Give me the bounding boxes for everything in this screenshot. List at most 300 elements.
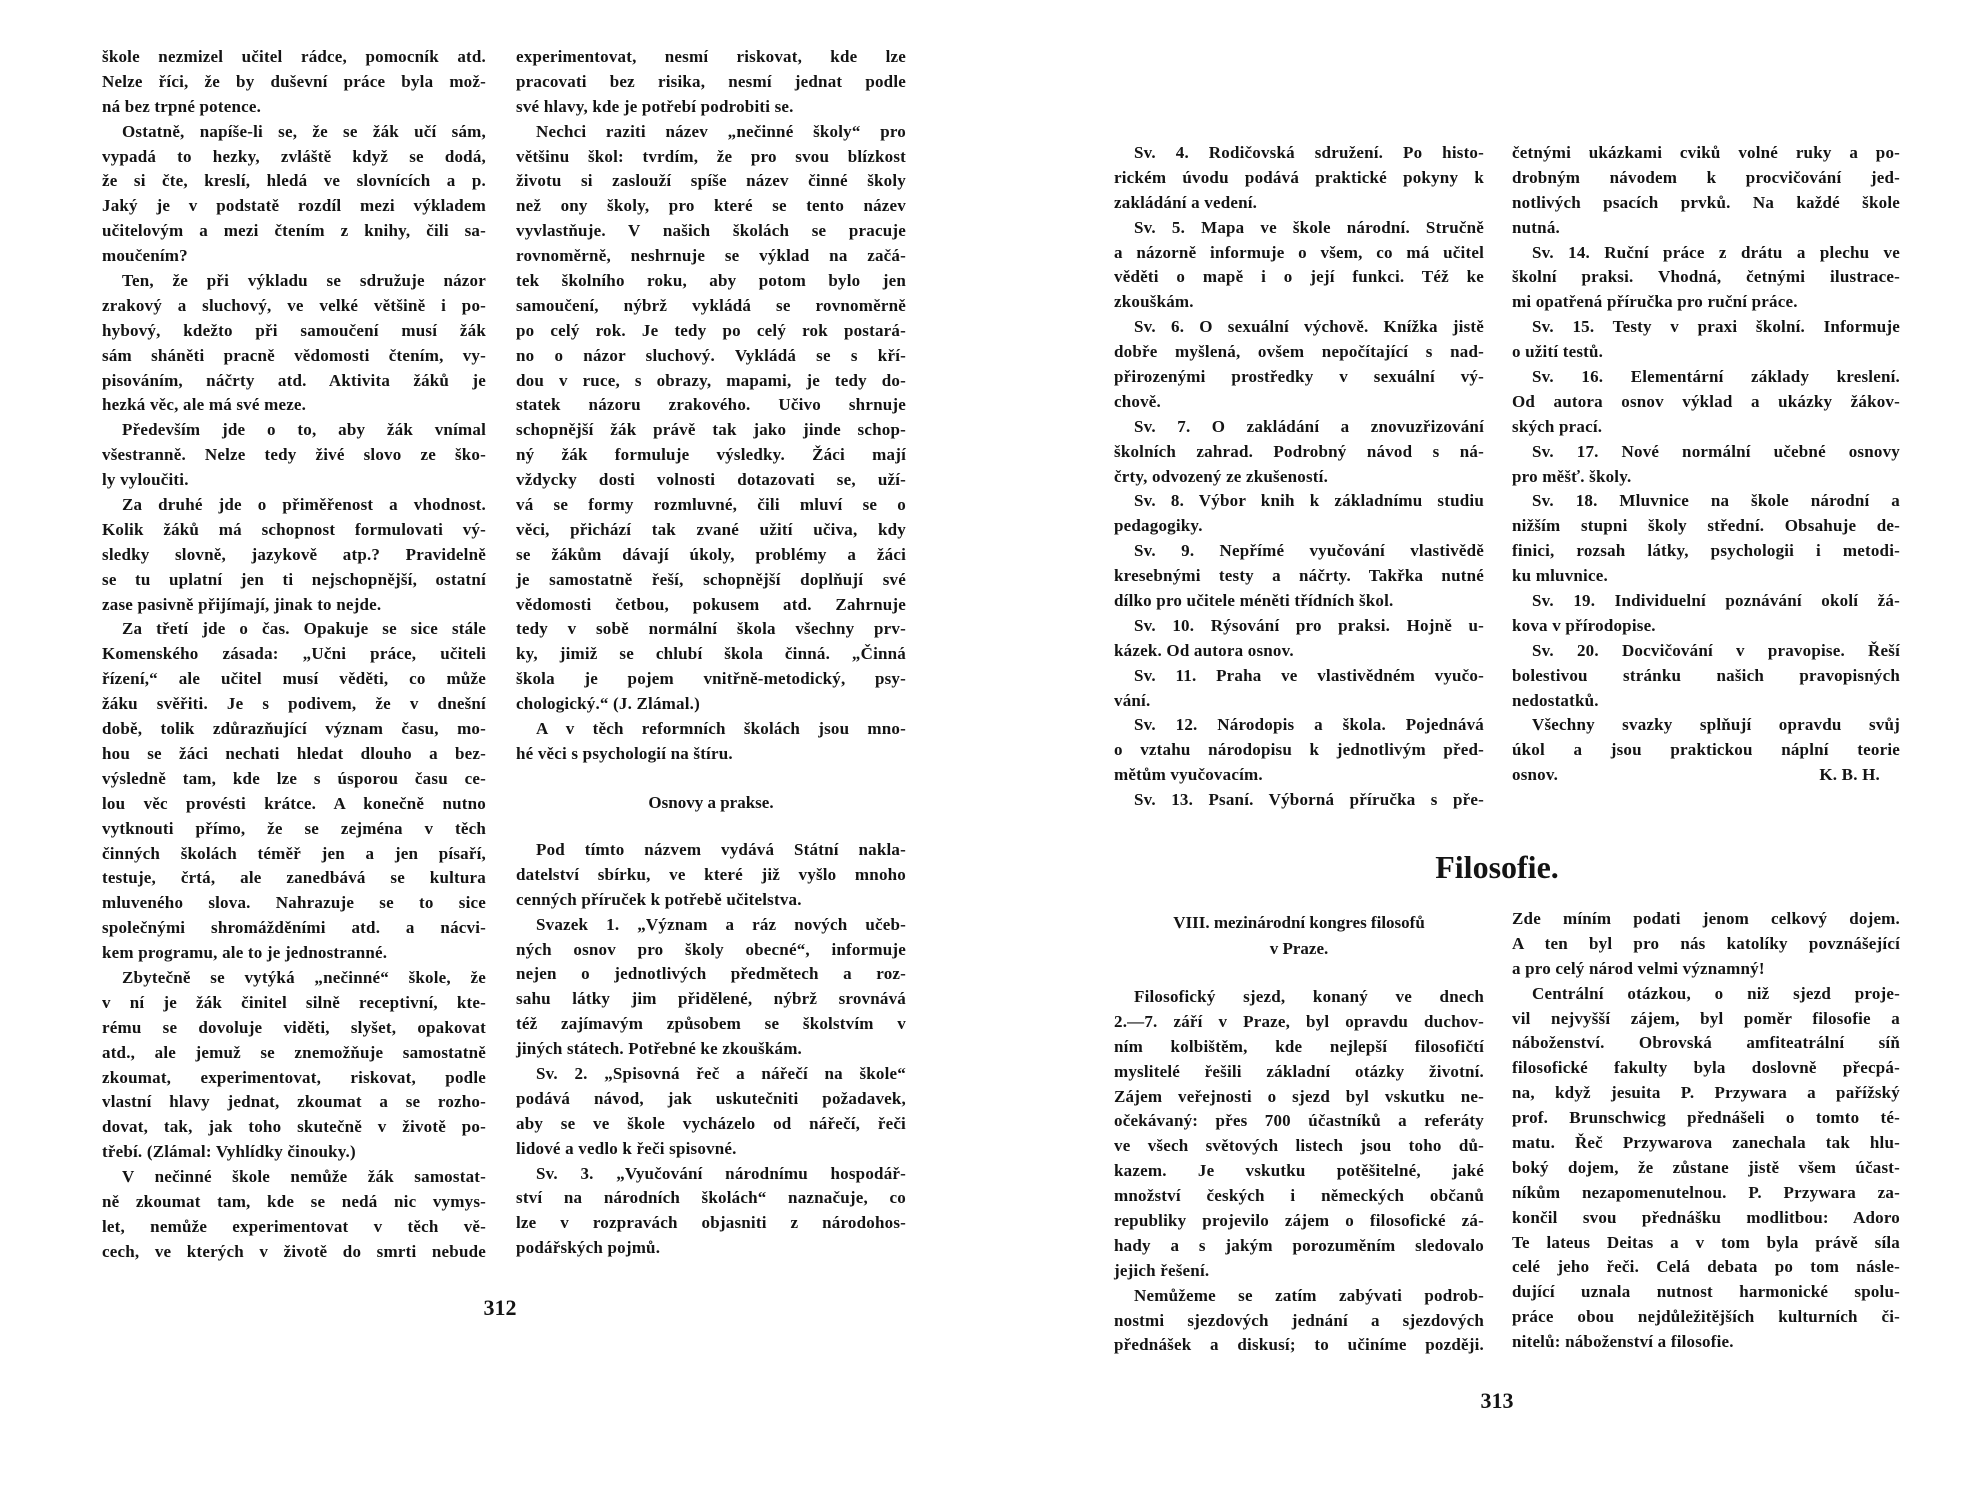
text-line xyxy=(1114,390,1484,415)
text-line xyxy=(102,1041,486,1066)
text-line xyxy=(102,1215,486,1240)
text-line-content: práce obou nejdůležitějších kulturních či- xyxy=(1512,1307,1900,1327)
text-line xyxy=(1114,1333,1484,1358)
text-line-content: rovnoměrně, neshrnuje se výklad na začá- xyxy=(516,246,906,266)
text-line-content: v ní je žák činitel silně receptivní, kte- xyxy=(102,992,486,1012)
text-line-content: nedostatků. xyxy=(1512,690,1599,710)
text-line xyxy=(1114,141,1484,166)
text-line-content: své hlavy, kde je potřebí podrobiti se. xyxy=(516,96,794,116)
text-line xyxy=(102,1165,486,1190)
text-line-content: většinu škol: tvrdím, že pro svou blízkost xyxy=(516,146,906,166)
text-line xyxy=(1512,957,1900,982)
text-line xyxy=(1114,1234,1484,1259)
text-line-content: pro měšť. školy. xyxy=(1512,466,1632,486)
text-line xyxy=(1512,1206,1900,1231)
text-line-content: vždycky dosti volnosti dotazovati se, uží- xyxy=(516,470,906,490)
text-line xyxy=(1512,1305,1900,1330)
text-line xyxy=(1512,265,1900,290)
text-line xyxy=(1114,639,1484,664)
text-line-content: nejen o jednotlivých předmětech a roz- xyxy=(516,964,906,984)
text-line-content: vil nejvyšší zájem, byl poměr filosofie a xyxy=(1512,1008,1900,1028)
text-line xyxy=(1114,216,1484,241)
left-page xyxy=(0,0,980,1500)
text-line xyxy=(516,838,906,863)
text-line-content: ný žák formuluje výsledky. Žáci mají xyxy=(516,445,906,465)
text-line xyxy=(1512,489,1900,514)
text-line-content: rému se dovoluje viděti, slyšet, opakovat xyxy=(102,1017,486,1037)
text-line-content: kazem. Je vskutku potěšitelné, jaké xyxy=(1114,1161,1484,1181)
text-line xyxy=(516,1012,906,1037)
text-line xyxy=(1512,1330,1900,1355)
text-line-content: hé věci s psychologií na štíru. xyxy=(516,743,733,763)
text-line-content: úkol a jsou praktickou náplní teorie xyxy=(1512,740,1900,760)
text-line xyxy=(102,817,486,842)
article-title-line: VIII. mezinárodní kongres filosofů xyxy=(1173,913,1425,932)
column-4 xyxy=(1512,141,1900,788)
text-line-content: dující uznala nutnost harmonické spolu- xyxy=(1512,1282,1900,1302)
text-line xyxy=(516,45,906,70)
text-line xyxy=(1512,1131,1900,1156)
text-line-content: věci, přichází tak zvané užití učiva, kdy xyxy=(516,519,906,539)
text-line xyxy=(1114,763,1484,788)
text-line-content: než ony školy, pro které se tento název xyxy=(516,196,906,216)
text-line xyxy=(102,717,486,742)
text-line xyxy=(516,344,906,369)
text-line xyxy=(102,219,486,244)
text-line-content: škola je pojem vnitřně-metodický, psy- xyxy=(516,669,906,689)
text-line xyxy=(516,120,906,145)
text-line-content: 2.—7. září v Praze, byl opravdu duchov- xyxy=(1114,1011,1484,1031)
text-line-content: Nechci raziti název „nečinné školy“ pro xyxy=(536,121,906,141)
text-line-content: náboženství. Obrovská amfiteatrální síň xyxy=(1512,1033,1900,1053)
text-line xyxy=(102,418,486,443)
text-line-content: ku mluvnice. xyxy=(1512,566,1608,586)
text-line-content: tedy v sobě normální škola všechny prv- xyxy=(516,619,906,639)
text-line xyxy=(1512,241,1900,266)
text-line xyxy=(102,1016,486,1041)
text-line xyxy=(102,842,486,867)
text-line-content: myslitelé řešili základní otázky životní. xyxy=(1114,1061,1484,1081)
text-line xyxy=(1512,166,1900,191)
column-2-lower xyxy=(516,838,906,1261)
text-line-content: Ostatně, napíše-li se, že se žák učí sám, xyxy=(122,121,486,141)
text-line-content: Nemůžeme se zatím zabývati podrob- xyxy=(1134,1285,1484,1305)
text-line-content: Sv. 17. Nové normální učebné osnovy xyxy=(1532,441,1900,461)
text-line-content: na, když jesuita P. Przywara a pařížský xyxy=(1512,1083,1900,1103)
text-line-content: je samostatně řeší, schopnější doplňují své xyxy=(516,569,906,589)
text-line-content: statek názoru zrakového. Učivo shrnuje xyxy=(516,395,906,415)
text-line xyxy=(1114,489,1484,514)
text-line xyxy=(1512,932,1900,957)
text-line-content: zkouškám. xyxy=(1114,292,1194,312)
text-line xyxy=(1512,614,1900,639)
text-line-content: Sv. 16. Elementární základy kreslení. xyxy=(1532,367,1900,387)
text-line-content: se žákům dávají úkoly, problémy a žáci xyxy=(516,544,906,564)
text-line xyxy=(516,443,906,468)
text-line-content: celé jeho řeči. Celá debata po tom násle- xyxy=(1512,1257,1900,1277)
text-line xyxy=(102,244,486,269)
text-line-content: Sv. 11. Praha ve vlastivědném vyučo- xyxy=(1134,665,1484,685)
text-line-content: schopnější žák právě tak jako jinde schop- xyxy=(516,420,906,440)
text-line-content: Sv. 20. Docvičování v pravopise. Řeší xyxy=(1532,640,1900,660)
text-line xyxy=(102,1090,486,1115)
text-line-content: Sv. 6. O sexuální výchově. Knížka jistě xyxy=(1134,317,1484,337)
text-line-content: matu. Řeč Przywarova zanechala tak hlu- xyxy=(1512,1133,1900,1153)
page-number: 313 xyxy=(1480,1388,1514,1413)
text-line-content: Zbytečně se vytýká „nečinné“ škole, že xyxy=(122,967,486,987)
text-line-content: škole nezmizel učitel rádce, pomocník atd. xyxy=(102,47,486,66)
text-line xyxy=(1512,1156,1900,1181)
column-4-lower xyxy=(1512,907,1900,1355)
text-line-content: ně zkoumat tam, kde se nedá nic vymys- xyxy=(102,1191,486,1211)
text-line-content: učitelovým a mezi čtením z knihy, čili sa- xyxy=(102,221,486,241)
text-line xyxy=(516,1087,906,1112)
text-line xyxy=(516,145,906,170)
text-line xyxy=(516,1112,906,1137)
text-line-content: Sv. 8. Výbor knih k základnímu studiu xyxy=(1134,491,1484,511)
text-line xyxy=(516,1137,906,1162)
text-line-content: filosofické fakulty byla doslovně přecpá- xyxy=(1512,1058,1900,1078)
text-line xyxy=(516,642,906,667)
text-line xyxy=(1512,664,1900,689)
text-line-content: očekávaný: přes 700 účastníků a referáty xyxy=(1114,1111,1484,1131)
text-line-content: let, nemůže experimentovat v těch vě- xyxy=(102,1216,486,1236)
text-line-content: vytknouti přímo, že se zejména v těch xyxy=(102,818,486,838)
text-line-content: A ten byl pro nás katolíky povznášející xyxy=(1512,933,1900,953)
text-line-content: pracovati bez risika, nesmí jednat podle xyxy=(516,71,906,91)
text-line xyxy=(516,269,906,294)
text-line-content: vá se formy rozmluvné, čili mluví se o xyxy=(516,495,906,515)
text-line-content: lidové a vedlo k řeči spisovné. xyxy=(516,1138,737,1158)
text-line-content: lou věc provésti krátce. A konečně nutno xyxy=(102,793,486,813)
text-line xyxy=(102,468,486,493)
text-line xyxy=(102,1240,486,1265)
text-line-content: pisováním, náčrty atd. Aktivita žáků je xyxy=(102,370,486,390)
text-line-content: ky, jimiž se chlubí škola činná. „Činná xyxy=(516,644,906,664)
text-line xyxy=(1114,738,1484,763)
text-line xyxy=(1114,1309,1484,1334)
text-line-content: bolestivou stránku našich pravopisných xyxy=(1512,665,1900,685)
text-line-content: tek školního roku, aby potom bylo jen xyxy=(516,271,906,291)
text-line xyxy=(1114,1159,1484,1184)
text-line-content: drobným návodem k procvičování jed- xyxy=(1512,167,1900,187)
text-line-content: Sv. 10. Rýsování pro praksi. Hojně u- xyxy=(1134,615,1484,635)
text-line-content: končil svou přednášku modlitbou: Adoro xyxy=(1512,1207,1900,1227)
text-line xyxy=(1512,689,1900,714)
text-line-content: sám sháněti pracně vědomosti čtením, vy- xyxy=(102,345,486,365)
text-line xyxy=(1512,440,1900,465)
text-line-content: Te lateus Deitas a v tom byla právě síla xyxy=(1512,1232,1900,1252)
text-line xyxy=(516,493,906,518)
text-line xyxy=(102,145,486,170)
text-line-content: sahu látky jim přidělené, nýbrž srovnává xyxy=(516,989,906,1009)
text-line-content: činných školách téměř jen a jen písaří, xyxy=(102,843,486,863)
text-line xyxy=(1114,1209,1484,1234)
text-line-content: všestranně. Nelze tedy živé slovo ze ško- xyxy=(102,445,486,465)
text-line-content: o vztahu národopisu k jednotlivým před- xyxy=(1114,740,1484,760)
text-line-content: Centrální otázkou, o niž sjezd proje- xyxy=(1532,983,1900,1003)
text-line xyxy=(1114,440,1484,465)
column-3-lower xyxy=(1114,985,1484,1358)
text-line xyxy=(1114,465,1484,490)
text-line xyxy=(1114,1134,1484,1159)
text-line-content: Komenského zásada: „Učni práce, učiteli xyxy=(102,644,486,664)
text-line-content: společnými shromážděními atd. a nácvi- xyxy=(102,918,486,938)
text-line-content: chologický.“ (J. Zlámal.) xyxy=(516,694,700,714)
text-line xyxy=(1512,1081,1900,1106)
text-line xyxy=(102,70,486,95)
text-line-content: Zájem veřejnosti o sjezd byl vskutku ne- xyxy=(1114,1086,1484,1106)
text-line xyxy=(102,742,486,767)
text-line xyxy=(1114,290,1484,315)
text-line xyxy=(102,966,486,991)
text-line xyxy=(516,888,906,913)
text-line xyxy=(102,294,486,319)
text-line-content: cech, ve kterých v životě do smrti nebude xyxy=(102,1241,486,1261)
text-line-content: vlastní hlavy jednat, zkoumat a se rozho- xyxy=(102,1092,486,1112)
text-line-content: věděti o mapě i o její funkci. Též ke xyxy=(1114,267,1484,287)
text-line xyxy=(102,319,486,344)
text-line-content: a názorně informuje o všem, co má učitel xyxy=(1114,242,1484,262)
text-line-content: Především jde o to, aby žák vnímal xyxy=(122,420,486,440)
section-title-filosofie: Filosofie. xyxy=(1435,849,1559,885)
text-line xyxy=(1114,365,1484,390)
text-line xyxy=(1114,191,1484,216)
text-line-content: Všechny svazky splňují opravdu svůj xyxy=(1532,715,1900,735)
text-line-content: Sv. 13. Psaní. Výborná příručka s pře- xyxy=(1134,790,1484,810)
text-line xyxy=(102,568,486,593)
text-line xyxy=(1512,763,1900,788)
text-line xyxy=(102,916,486,941)
text-line xyxy=(516,543,906,568)
text-line xyxy=(516,938,906,963)
text-line xyxy=(1512,514,1900,539)
article-title-line: v Praze. xyxy=(1269,939,1329,958)
text-line-content: vědomosti četbou, pokusem atd. Zahrnuje xyxy=(516,594,906,614)
text-line xyxy=(516,319,906,344)
text-line xyxy=(516,962,906,987)
text-line xyxy=(1114,1184,1484,1209)
text-line xyxy=(516,418,906,443)
text-line xyxy=(1114,589,1484,614)
text-line xyxy=(1512,589,1900,614)
text-line xyxy=(1512,738,1900,763)
page-number: 312 xyxy=(483,1295,517,1320)
right-page xyxy=(980,0,1986,1500)
text-line xyxy=(516,863,906,888)
text-line xyxy=(1512,1255,1900,1280)
text-line-content: chově. xyxy=(1114,391,1161,411)
text-line-content: prof. Brunschwicg přednášeli o tomto té- xyxy=(1512,1108,1900,1128)
text-line xyxy=(1114,1060,1484,1085)
text-line-content: ly vyloučiti. xyxy=(102,470,189,490)
text-line xyxy=(102,194,486,219)
text-line-content: republiky projevilo zájem o filosofické zá- xyxy=(1114,1211,1484,1231)
text-line xyxy=(1114,1085,1484,1110)
text-line xyxy=(516,617,906,642)
text-line-content: o užití testů. xyxy=(1512,342,1604,362)
text-line xyxy=(1512,1031,1900,1056)
text-line xyxy=(1114,265,1484,290)
text-line xyxy=(102,443,486,468)
text-line xyxy=(1114,1010,1484,1035)
text-line-content: Sv. 18. Mluvnice na škole národní a xyxy=(1532,491,1900,511)
text-line-content: že si čte, kreslí, hledá ve slovnících a p. xyxy=(102,171,486,191)
text-line xyxy=(102,891,486,916)
text-line xyxy=(516,717,906,742)
text-line-content: nutná. xyxy=(1512,217,1560,237)
text-line xyxy=(102,45,486,70)
text-line-content: Kolik žáků má schopnost formulovati vý- xyxy=(102,519,486,539)
text-line xyxy=(102,493,486,518)
text-line-content: nižším stupni školy střední. Obsahuje de- xyxy=(1512,516,1900,536)
text-line-content: notlivých psacích prvků. Na každé škole xyxy=(1512,192,1900,212)
text-line-content: školních zahrad. Podrobný návod s ná- xyxy=(1114,441,1484,461)
text-line xyxy=(516,1037,906,1062)
text-line-content: třebí. (Zlámal: Vyhlídky činouky.) xyxy=(102,1142,356,1162)
text-line xyxy=(102,1140,486,1165)
text-line-content: jejich řešení. xyxy=(1114,1260,1210,1280)
text-line xyxy=(1512,1056,1900,1081)
text-line xyxy=(102,120,486,145)
text-line-content: Sv. 2. „Spisovná řeč a nářečí na škole“ xyxy=(536,1064,906,1084)
text-line-content: podářských pojmů. xyxy=(516,1238,661,1258)
text-line-content: hady a s jakým porozuměním sledovalo xyxy=(1114,1235,1484,1255)
text-line-content: ná bez trpné potence. xyxy=(102,96,262,116)
text-line-content: zrakový a sluchový, ve velké většině i po- xyxy=(102,295,486,315)
text-line xyxy=(1114,564,1484,589)
text-line xyxy=(1114,539,1484,564)
text-line xyxy=(516,95,906,120)
text-line-content: Sv. 12. Národopis a škola. Pojednává xyxy=(1134,715,1484,735)
text-line xyxy=(102,642,486,667)
text-line xyxy=(516,568,906,593)
text-line xyxy=(516,913,906,938)
text-line xyxy=(102,169,486,194)
text-line-content: době, tolik zdůrazňující význam času, mo- xyxy=(102,719,486,739)
text-line-content: mi opatřená příručka pro ruční práce. xyxy=(1512,292,1798,312)
text-line xyxy=(1512,465,1900,490)
text-line-content: Od autora osnov výklad a ukázky žákov- xyxy=(1512,391,1900,411)
text-line xyxy=(516,1062,906,1087)
text-line xyxy=(1114,514,1484,539)
text-line-content: Sv. 4. Rodičovská sdružení. Po histo- xyxy=(1134,143,1484,162)
text-line xyxy=(1512,1007,1900,1032)
text-line xyxy=(516,468,906,493)
article-title xyxy=(1114,910,1484,962)
text-line-content: množství českých i německých občanů xyxy=(1114,1186,1484,1206)
text-line xyxy=(1512,1280,1900,1305)
text-line xyxy=(102,1190,486,1215)
text-line xyxy=(1512,907,1900,932)
text-line xyxy=(1512,982,1900,1007)
text-line xyxy=(1114,1035,1484,1060)
text-line xyxy=(516,70,906,95)
text-line-content: Nelze říci, že by duševní práce byla mož- xyxy=(102,71,486,91)
text-line xyxy=(102,593,486,618)
text-line xyxy=(102,1066,486,1091)
text-line-content: též zajímavým způsobem se školstvím v xyxy=(516,1014,906,1034)
text-line-content: boký dojem, že zůstane jistě všem účast- xyxy=(1512,1157,1900,1177)
text-line-content: A v těch reformních školách jsou mno- xyxy=(536,719,906,739)
text-line-content: ve všech světových listech jsou toho dů- xyxy=(1114,1136,1484,1156)
text-line xyxy=(102,518,486,543)
text-line-content: V nečinné škole nemůže žák samostat- xyxy=(122,1167,486,1187)
text-line xyxy=(102,617,486,642)
text-line-content: Sv. 5. Mapa ve škole národní. Stručně xyxy=(1134,217,1484,237)
text-line xyxy=(1114,1259,1484,1284)
text-line-content: Sv. 14. Ruční práce z drátu a plechu ve xyxy=(1532,242,1900,262)
section-heading-osnovy: Osnovy a prakse. xyxy=(648,793,774,812)
text-line-content: zakládání a vedení. xyxy=(1114,192,1258,212)
text-line xyxy=(516,1236,906,1261)
text-line xyxy=(102,543,486,568)
text-line-content: Sv. 19. Individuelní poznávání okolí žá- xyxy=(1532,591,1900,611)
text-line-content: a pro celý národ velmi významný! xyxy=(1512,958,1765,978)
text-line-content: Pod tímto názvem vydává Státní nakla- xyxy=(536,840,906,859)
text-line xyxy=(516,393,906,418)
column-1 xyxy=(102,45,486,1265)
text-line-content: ním kolbištěm, kde nejlepší filosofičtí xyxy=(1114,1036,1484,1056)
text-line-content: Sv. 7. O zakládání a znovuzřizování xyxy=(1134,416,1484,436)
text-line xyxy=(516,987,906,1012)
text-line xyxy=(516,169,906,194)
text-line-content: Ten, že při výkladu se sdružuje názor xyxy=(122,271,486,291)
text-line-content: ských prací. xyxy=(1512,416,1603,436)
text-line-content: kázek. Od autora osnov. xyxy=(1114,640,1294,660)
text-line xyxy=(1114,788,1484,813)
text-line xyxy=(1114,1284,1484,1309)
text-line-content: kresebnými testy a náčrty. Takřka nutné xyxy=(1114,566,1484,586)
text-line xyxy=(102,667,486,692)
text-line-content: kova v přírodopise. xyxy=(1512,615,1656,635)
text-line xyxy=(1512,141,1900,166)
text-line xyxy=(516,219,906,244)
text-line-content: samoučení, nýbrž vykládá se rovnoměrně xyxy=(516,295,906,315)
text-line xyxy=(1114,1109,1484,1134)
text-line-content: životu si zaslouží spíše název činné školy xyxy=(516,171,906,191)
text-line xyxy=(516,244,906,269)
text-line-content: vání. xyxy=(1114,690,1151,710)
text-line xyxy=(1512,191,1900,216)
text-line xyxy=(516,518,906,543)
text-line xyxy=(1512,315,1900,340)
text-line xyxy=(1114,664,1484,689)
text-line xyxy=(1114,241,1484,266)
text-line xyxy=(102,767,486,792)
text-line-content: dobře myšlená, ovšem nepočítající s nad- xyxy=(1114,342,1484,362)
text-line-content: finici, rozsah látky, psychologii i metodi- xyxy=(1512,541,1900,561)
text-line xyxy=(1512,290,1900,315)
text-line-content: datelství sbírku, ve které již vyšlo mnoho xyxy=(516,864,906,884)
text-line-content: po celý rok. Je tedy po celý rok postará- xyxy=(516,320,906,340)
text-line-content: aby se ve škole vycházelo od nářečí, řeči xyxy=(516,1113,906,1133)
column-2 xyxy=(516,45,906,767)
text-line-content: zkoumat, experimentovat, riskovat, podle xyxy=(102,1067,486,1087)
text-line-content: níkům nezapomenutelnou. P. Przywara za- xyxy=(1512,1182,1900,1202)
text-line xyxy=(1512,539,1900,564)
text-line-content: vypadá to hezky, zvláště když se dodá, xyxy=(102,146,486,166)
text-line xyxy=(1512,216,1900,241)
text-line-content: dílko pro učitele méněti třídních škol. xyxy=(1114,591,1394,611)
text-line xyxy=(516,1211,906,1236)
text-line-content: přednášek a diskusí; to učiníme později. xyxy=(1114,1335,1484,1355)
text-line xyxy=(1512,1181,1900,1206)
text-line xyxy=(1512,365,1900,390)
text-line xyxy=(1114,614,1484,639)
text-line xyxy=(516,1186,906,1211)
text-line-content: nostmi sjezdových jednání a sjezdových xyxy=(1114,1310,1484,1330)
